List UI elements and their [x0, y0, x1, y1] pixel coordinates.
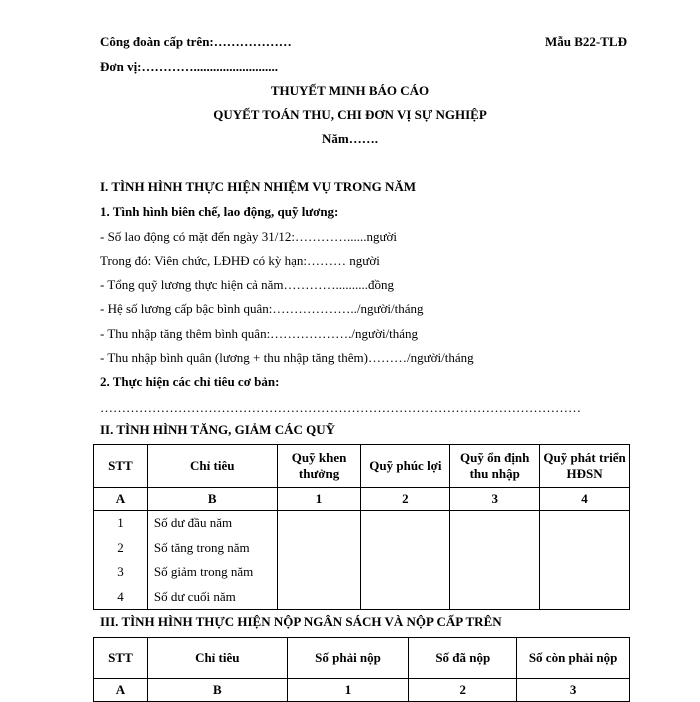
budget-table-index-row: [94, 679, 630, 702]
index-cell: B: [147, 488, 277, 511]
contract-staff-line: Trong đó: Viên chức, LĐHĐ có kỳ hạn:……… người: [100, 253, 380, 268]
closing-balance-label: Số dư cuối năm: [153, 588, 236, 604]
col-stt: STT: [94, 445, 148, 488]
union-above-label: Công đoàn cấp trên:………………: [100, 34, 292, 49]
funds-table-body-row: [94, 511, 630, 610]
section1-sub2: 2. Thực hiện các chỉ tiêu cơ bản:: [100, 374, 280, 389]
row-number: 1: [117, 515, 124, 530]
col-remaining: Số còn phải nộp: [517, 638, 630, 679]
col-indicator: Chỉ tiêu: [147, 638, 287, 679]
row-number: 2: [117, 539, 124, 555]
value-cell: [540, 511, 630, 610]
value-cell: [450, 511, 540, 610]
section3-heading: III. TÌNH HÌNH THỰC HIỆN NỘP NGÂN SÁCH VÀ NỘP CẤP TRÊN: [100, 614, 502, 629]
index-cell: A: [94, 488, 148, 511]
index-cell: 4: [540, 488, 630, 511]
labor-count-line: - Số lao động có mặt đến ngày 31/12:…………......người: [100, 229, 398, 244]
index-cell: 3: [450, 488, 540, 511]
col-development-fund: Quỹ phát triển HĐSN: [540, 445, 630, 488]
salary-coefficient-line: - Hệ số lương cấp bậc bình quân:………………../người/tháng: [100, 301, 424, 316]
report-title: THUYẾT MINH BÁO CÁO: [270, 83, 430, 98]
index-cell: B: [147, 679, 287, 702]
index-cell: 2: [409, 679, 517, 702]
col-income-stabilization-fund: Quỹ ổn định thu nhập: [450, 445, 540, 488]
budget-table-header-row: [94, 638, 630, 679]
col-payable: Số phải nộp: [287, 638, 409, 679]
report-year: Năm…….: [322, 131, 378, 146]
index-cell: 1: [287, 679, 409, 702]
salary-fund-line: - Tổng quỹ lương thực hiện cả năm…………..........đồng: [100, 277, 395, 292]
funds-table: [93, 444, 630, 610]
opening-balance-label: Số dư đầu năm: [153, 515, 233, 530]
section1-sub1: 1. Tình hình biên chế, lao động, quỹ lương:: [100, 204, 339, 219]
value-cell: [277, 511, 361, 610]
row-number: 4: [117, 588, 124, 604]
col-welfare-fund: Quỹ phúc lợi: [361, 445, 450, 488]
index-cell: 1: [277, 488, 361, 511]
funds-table-index-row: [94, 488, 630, 511]
value-cell: [361, 511, 450, 610]
row-number: 3: [117, 564, 124, 579]
average-income-line: - Thu nhập bình quân (lương + thu nhập tăng thêm)………/người/tháng: [100, 350, 474, 365]
extra-income-line: - Thu nhập tăng thêm bình quân:………………./người/tháng: [100, 326, 419, 341]
section1-heading: I. TÌNH HÌNH THỰC HIỆN NHIỆM VỤ TRONG NĂM: [100, 179, 417, 194]
col-stt: STT: [94, 638, 148, 679]
report-subtitle: QUYẾT TOÁN THU, CHI ĐƠN VỊ SỰ NGHIỆP: [213, 107, 487, 122]
unit-label: Đơn vị:…………..........................: [100, 59, 279, 74]
budget-table: [93, 637, 630, 702]
col-indicator: Chỉ tiêu: [147, 445, 277, 488]
index-cell: A: [94, 679, 148, 702]
indicator-cell: [147, 511, 277, 610]
index-cell: 3: [517, 679, 630, 702]
col-reward-fund: Quỹ khen thưởng: [277, 445, 361, 488]
index-cell: 2: [361, 488, 450, 511]
section2-heading: II. TÌNH HÌNH TĂNG, GIẢM CÁC QUỸ: [100, 422, 335, 437]
decrease-label: Số giảm trong năm: [153, 564, 254, 579]
form-code: Mẫu B22-TLĐ: [545, 34, 627, 49]
increase-label: Số tăng trong năm: [153, 539, 250, 555]
dotted-fill-line: …………………………………………………………………………………………………: [100, 400, 581, 415]
stt-cell: [94, 511, 148, 610]
funds-table-header-row: [94, 445, 630, 488]
col-paid: Số đã nộp: [409, 638, 517, 679]
